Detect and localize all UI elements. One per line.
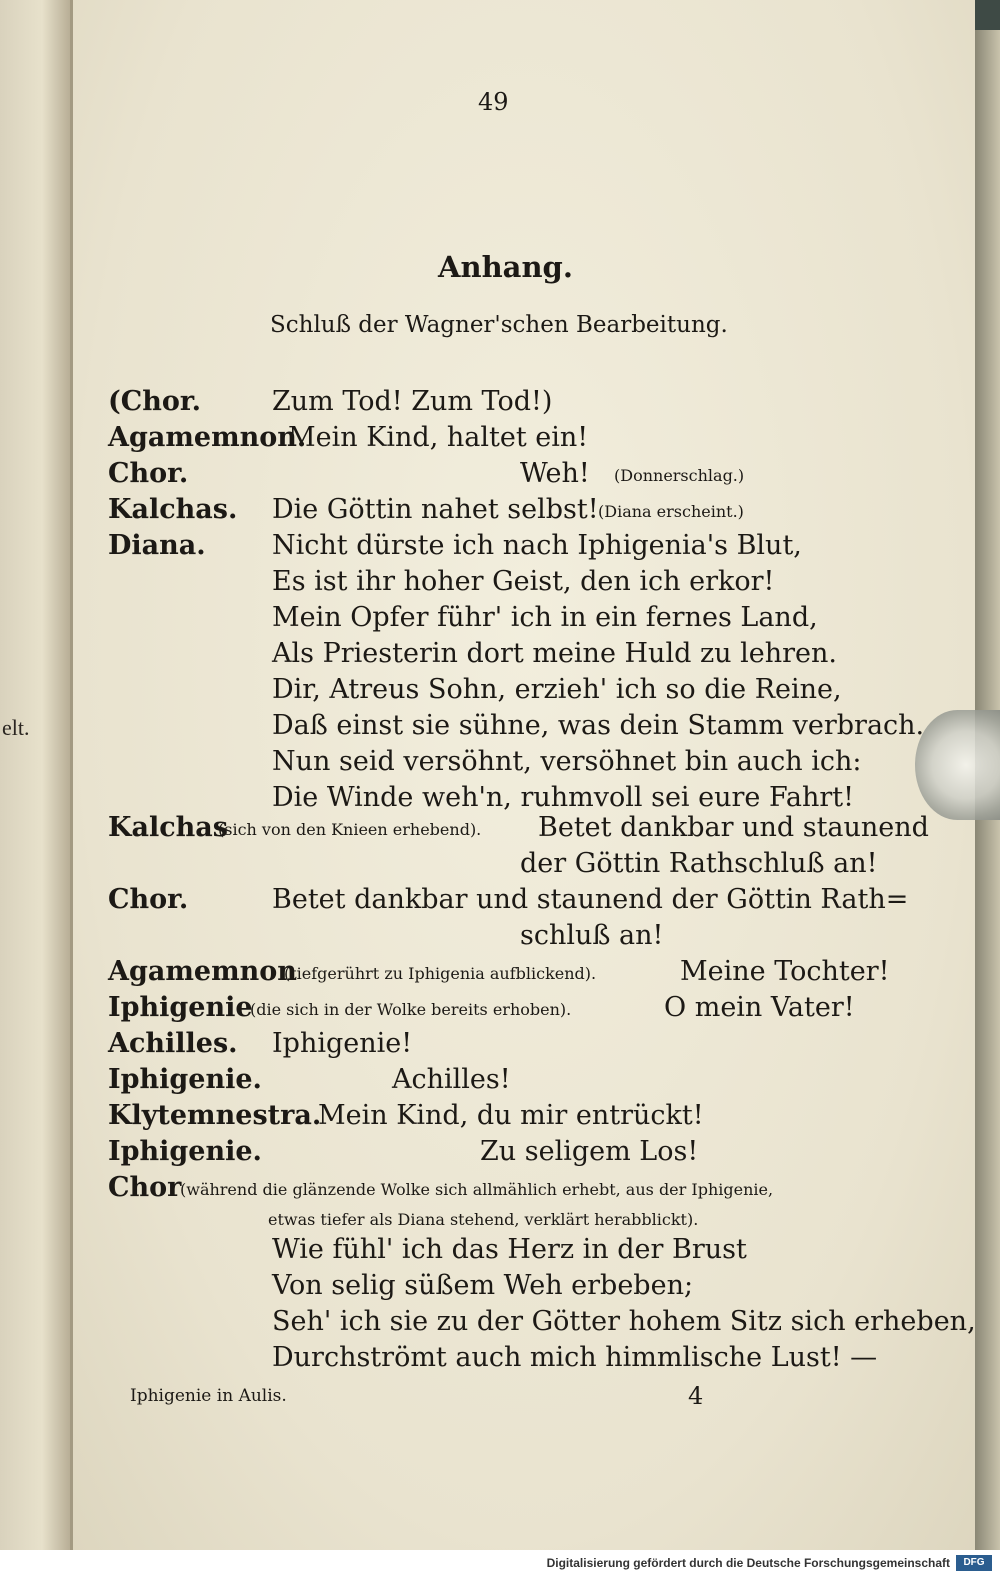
stage-direction: (Diana erscheint.) [598,502,744,521]
footer-title: Iphigenie in Aulis. [130,1386,287,1406]
speaker: Kalchas. [108,494,238,525]
verse-line: Durchströmt auch mich himmlische Lust! — [272,1342,878,1373]
speaker: Iphigenie [108,992,253,1023]
verse-line: O mein Vater! [664,992,855,1023]
verse-line: Achilles! [392,1064,511,1095]
verse-line: schluß an! [520,920,664,951]
stage-direction: etwas tiefer als Diana stehend, verklärt herabblickt). [268,1210,699,1229]
verse-line: Mein Kind, du mir entrückt! [318,1100,704,1131]
verse-line: Nicht dürste ich nach Iphigenia's Blut, [272,530,802,561]
verse-line: Iphigenie! [272,1028,413,1059]
verse-line: Betet dankbar und staunend der Göttin Rath= [272,884,909,915]
verse-line: der Göttin Rathschluß an! [520,848,878,879]
signature-mark: 4 [688,1382,704,1410]
stage-direction: (die sich in der Wolke bereits erhoben). [250,1000,572,1019]
verse-line: Mein Kind, haltet ein! [288,422,589,453]
verse-line: Betet dankbar und staunend [538,812,929,843]
verse-line: Weh! [520,458,590,489]
left-page-edge [0,0,70,1550]
stage-direction: (sich von den Knieen erhebend). [218,820,482,839]
speaker: Agamemnon [108,956,297,987]
verse-line: Nun seid versöhnt, versöhnet bin auch ich: [272,746,862,777]
verse-line: Meine Tochter! [680,956,890,987]
page-number: 49 [478,88,509,116]
speaker: Chor [108,1172,182,1203]
speaker: Achilles. [108,1028,238,1059]
stage-direction: (tiefgerührt zu Iphigenia aufblickend). [284,964,597,983]
speaker: Agamemnon. [108,422,307,453]
page-clip [915,710,1000,820]
verse-line: Die Göttin nahet selbst! [272,494,599,525]
stage-direction: (Donnerschlag.) [614,466,745,485]
verse-line: Seh' ich sie zu der Götter hohem Sitz sich erheben, [272,1306,976,1337]
verse-line: Daß einst sie sühne, was dein Stamm verbrach. [272,710,925,741]
left-page-text-fragment: elt. [2,715,30,740]
speaker: Iphigenie. [108,1064,262,1095]
verse-line: Als Priesterin dort meine Huld zu lehren. [272,638,837,669]
verse-line: Zu seligem Los! [480,1136,699,1167]
credit-text: Digitalisierung gefördert durch die Deutsche Forschungsgemeinschaft [546,1556,950,1570]
stage-direction: (während die glänzende Wolke sich allmählich erhebt, aus der Iphigenie, [180,1180,774,1199]
verse-line: Es ist ihr hoher Geist, den ich erkor! [272,566,775,597]
verse-line: Mein Opfer führ' ich in ein fernes Land, [272,602,818,633]
speaker: Kalchas [108,812,228,843]
verse-line: Dir, Atreus Sohn, erzieh' ich so die Reine, [272,674,842,705]
speaker: Diana. [108,530,206,561]
speaker: Chor. [108,458,189,489]
speaker: Chor. [108,884,189,915]
verse-line: Von selig süßem Weh erbeben; [272,1270,694,1301]
page-heading: Anhang. [438,250,573,284]
verse-line: Die Winde weh'n, ruhmvoll sei eure Fahrt! [272,782,854,813]
speaker: (Chor. [108,386,202,417]
page-subheading: Schluß der Wagner'schen Bearbeitung. [270,312,728,338]
dfg-logo: DFG [956,1555,992,1571]
speaker: Iphigenie. [108,1136,262,1167]
verse-line: Zum Tod! Zum Tod!) [272,386,553,417]
verse-line: Wie fühl' ich das Herz in der Brust [272,1234,747,1265]
speaker: Klytemnestra. [108,1100,322,1131]
